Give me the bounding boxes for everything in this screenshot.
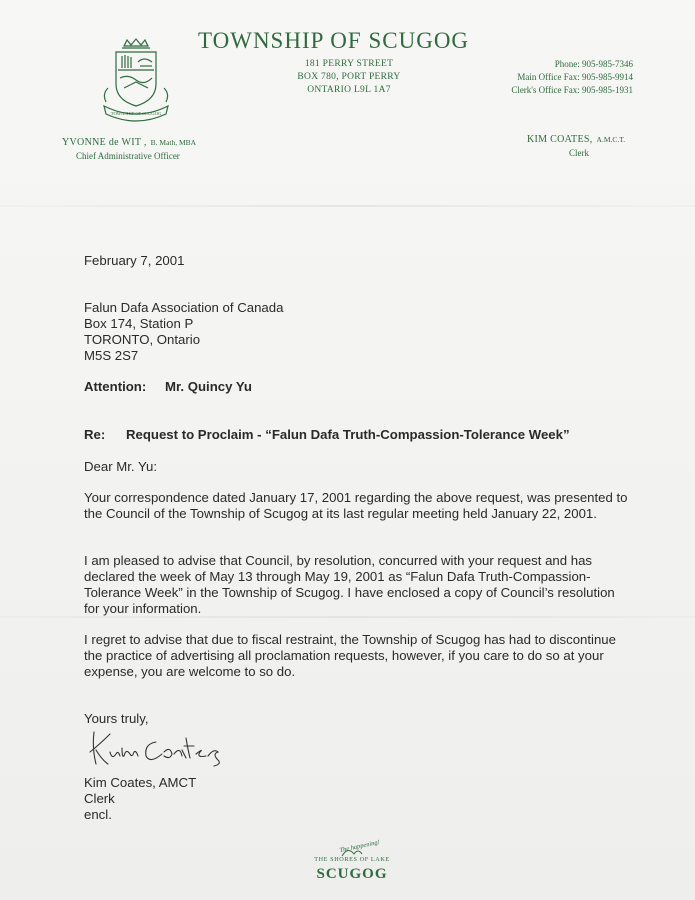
footer-tagline: THE SHORES OF LAKE xyxy=(314,856,390,863)
re-subject: Request to Proclaim - “Falun Dafa Truth-Compassion-Tolerance Week” xyxy=(126,427,570,442)
cao-credentials: B. Math, MBA xyxy=(150,138,197,147)
recipient-line: TORONTO, Ontario xyxy=(84,332,201,347)
recipient-line: Box 174, Station P xyxy=(84,316,194,331)
footer-name: SCUGOG xyxy=(316,866,388,882)
clerk-office-fax: Clerk's Office Fax: 905-985-1931 xyxy=(511,85,633,95)
handwritten-signature xyxy=(86,724,236,774)
main-office-fax: Main Office Fax: 905-985-9914 xyxy=(517,72,633,82)
body-paragraph: Your correspondence dated January 17, 2001 regarding the above request, was presented to the Council of the Township of Scugog at its last regular meeting held January 22, 2001. xyxy=(84,490,628,521)
clerk-credentials: A.M.C.T. xyxy=(596,135,626,144)
crest-banner-text: TOWNSHIP OF SCUGOG xyxy=(110,111,162,116)
cao-block xyxy=(62,132,196,161)
re-label: Re: xyxy=(84,427,106,442)
phone-number: Phone: 905-985-7346 xyxy=(554,59,633,69)
township-crest-logo xyxy=(96,36,176,128)
letterhead-address xyxy=(284,58,414,97)
footer-script-text: The happening! xyxy=(338,838,381,855)
clerk-block xyxy=(527,129,625,158)
recipient-line: M5S 2S7 xyxy=(84,348,139,363)
attention-name: Mr. Quincy Yu xyxy=(165,379,252,394)
scugog-shores-logo xyxy=(302,838,402,882)
body-paragraph: I am pleased to advise that Council, by resolution, concurred with your request and has declared the week of May 13 through May 19, 2001 as “Falun Dafa Truth-Compassion-Tolerance Week” in the Township of Scugog. I have enclosed a copy of Council’s resolution for your information. xyxy=(84,553,615,616)
address-line: 181 PERRY STREET xyxy=(304,59,394,69)
cao-name: YVONNE de WIT , xyxy=(62,137,147,148)
address-line: ONTARIO L9L 1A7 xyxy=(307,85,391,95)
address-line: BOX 780, PORT PERRY xyxy=(297,72,401,82)
salutation: Dear Mr. Yu: xyxy=(84,459,158,474)
clerk-name: KIM COATES, xyxy=(527,134,593,145)
letter-date: February 7, 2001 xyxy=(84,253,185,268)
enclosure-note: encl. xyxy=(84,807,112,822)
recipient-line: Falun Dafa Association of Canada xyxy=(84,300,284,315)
signer-name: Kim Coates, AMCT xyxy=(84,775,197,790)
cao-role: Chief Administrative Officer xyxy=(76,151,180,161)
body-paragraph: I regret to advise that due to fiscal restraint, the Township of Scugog has had to discontinue the practice of advertising all proclamation requests, however, if you care to do so at your expense, you are welcome to so do. xyxy=(84,632,616,679)
attention-label: Attention: xyxy=(84,379,147,394)
fold-line xyxy=(0,205,695,207)
organization-title: TOWNSHIP OF SCUGOG xyxy=(198,28,470,53)
letterhead-contacts xyxy=(511,58,633,97)
closing: Yours truly, xyxy=(84,711,149,726)
signer-title: Clerk xyxy=(84,791,115,806)
clerk-role: Clerk xyxy=(569,148,589,158)
